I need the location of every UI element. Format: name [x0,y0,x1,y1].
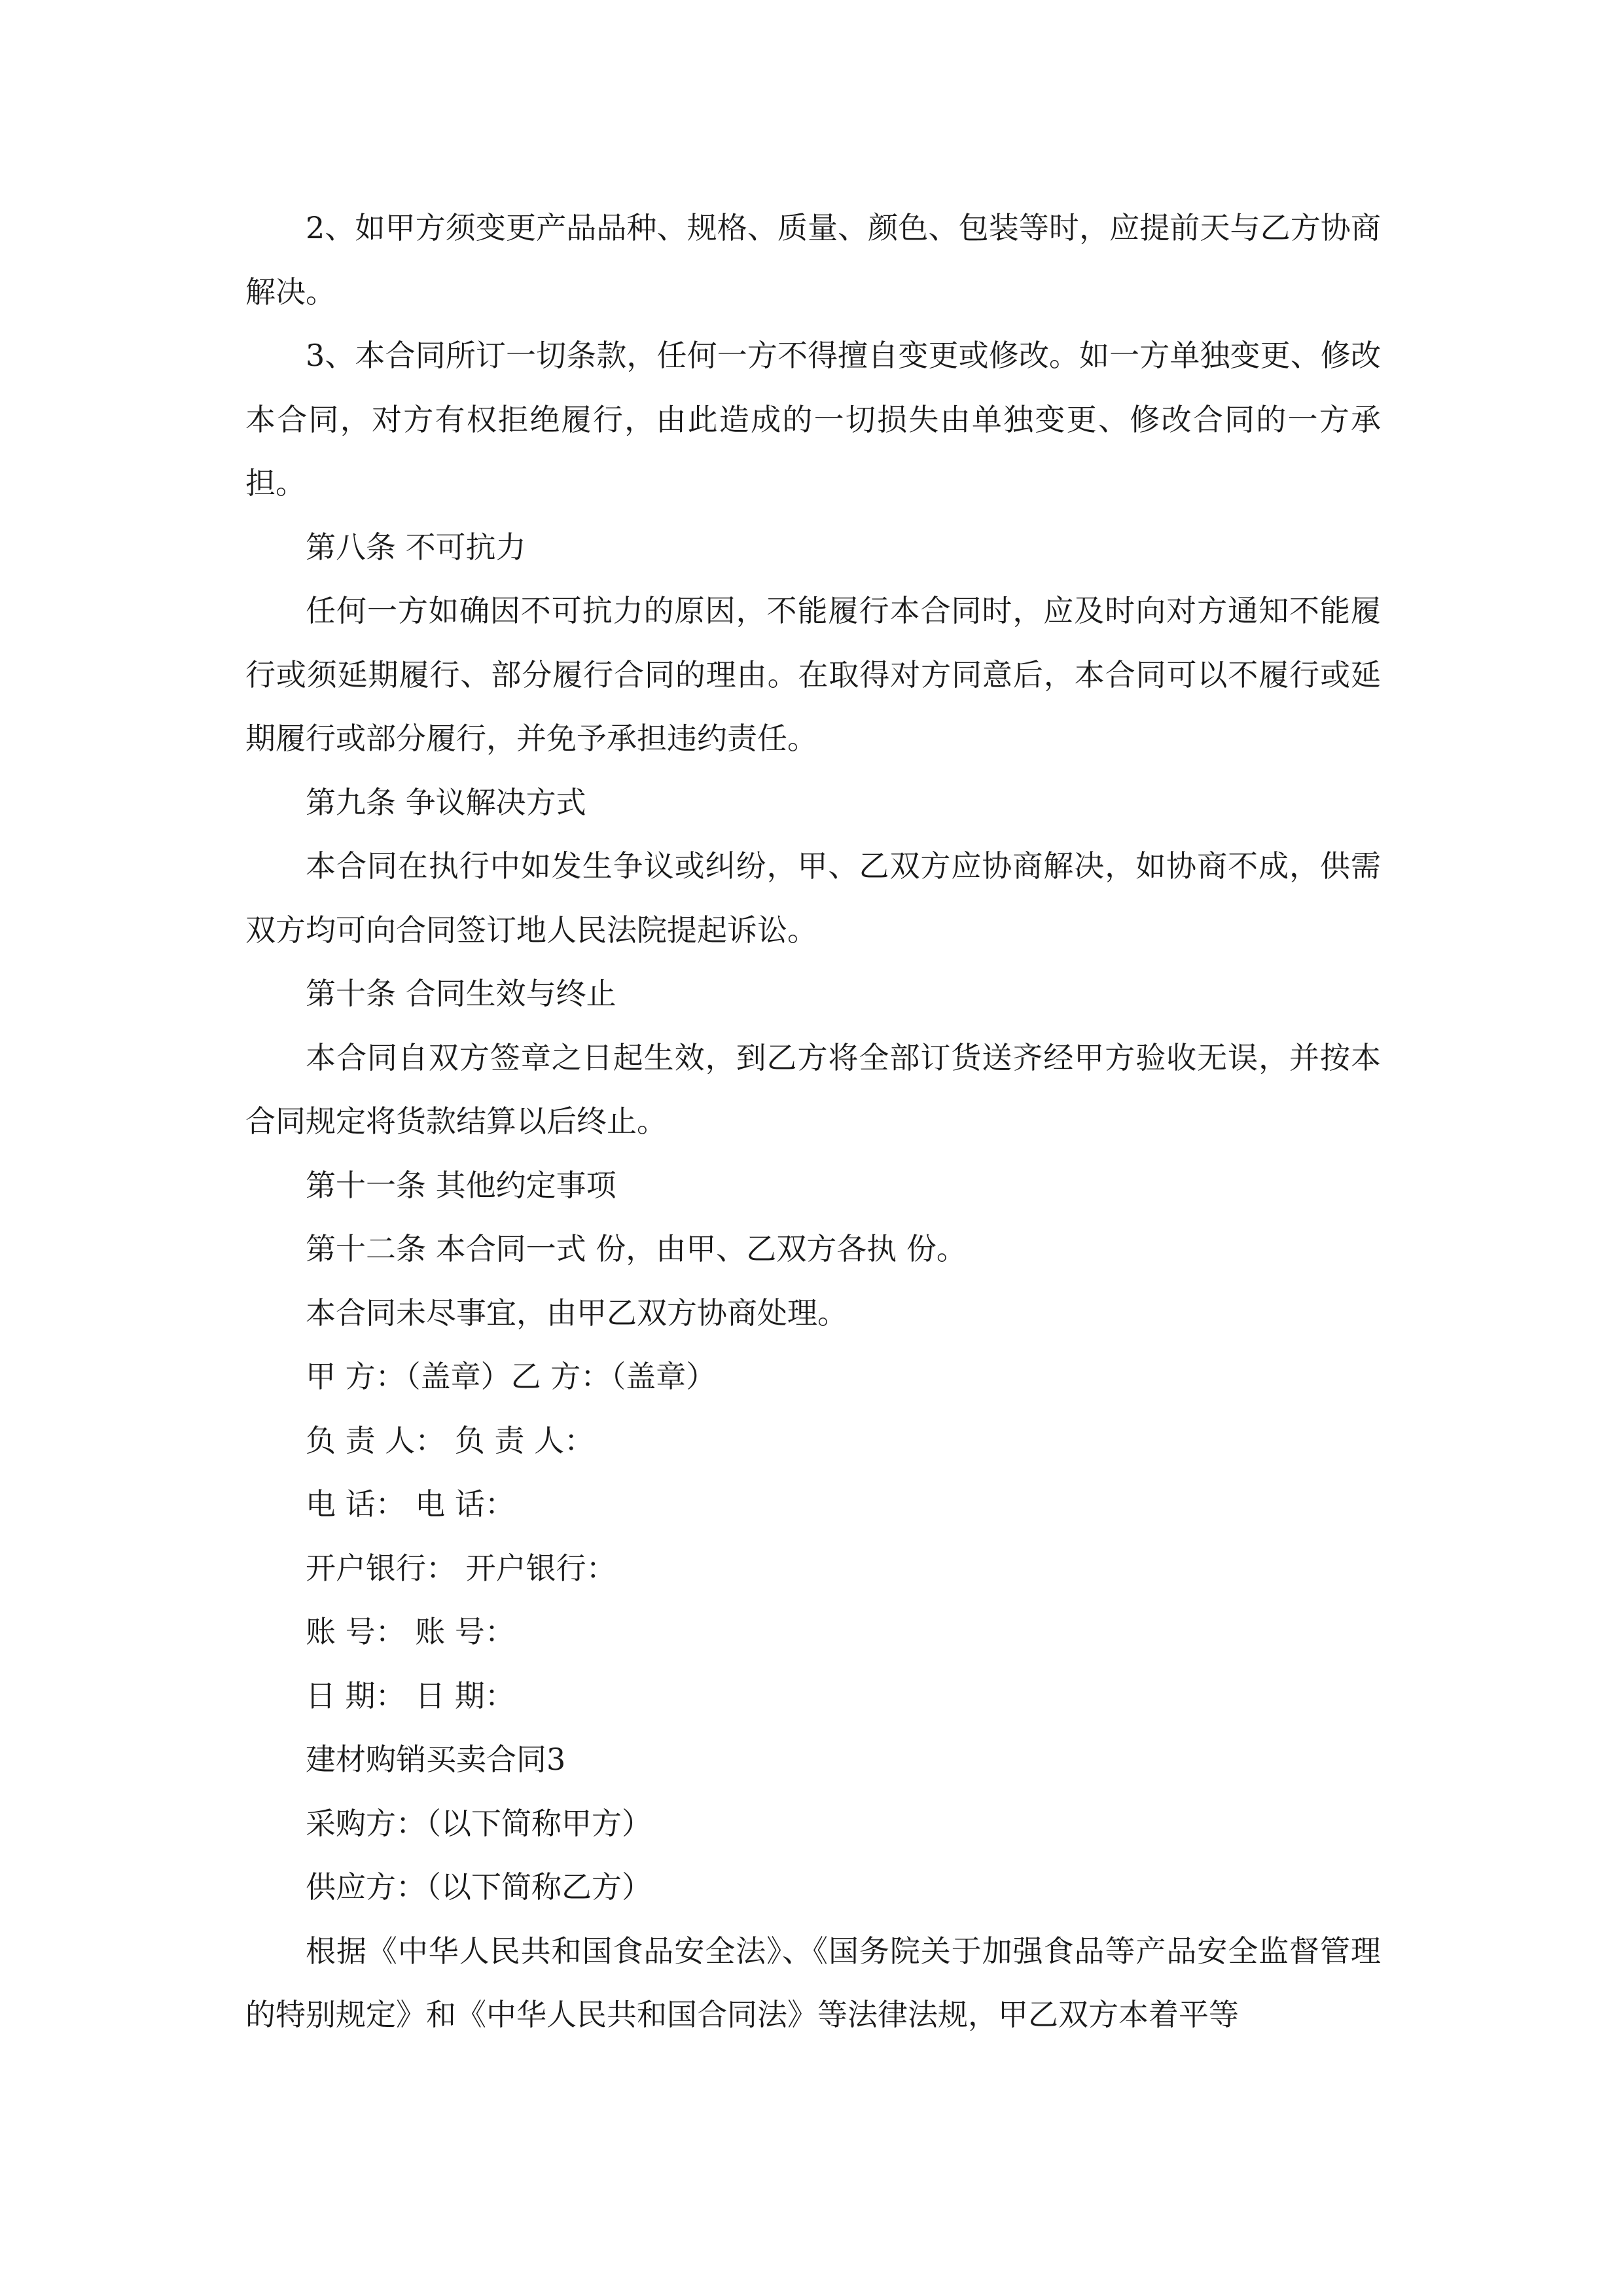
unaddressed-matters-line: 本合同未尽事宜，由甲乙双方协商处理。 [306,1295,847,1331]
signature-date-line: 日 期： 日 期： [306,1677,515,1713]
supplier-line: 供应方：（以下简称乙方） [306,1869,652,1905]
contract-3-title: 建材购销买卖合同3 [306,1742,566,1777]
legal-basis-paragraph: 根据《中华人民共和国食品安全法》、《国务院关于加强食品等产品安全监督管理的特别规定》和《中华人民共和国合同法》等法律法规，甲乙双方本着平等 [245,1933,1381,2032]
article-11-heading: 第十一条 其他约定事项 [306,1167,616,1203]
signature-account-line: 账 号： 账 号： [306,1614,515,1649]
clause-change-product: 2、如甲方须变更产品品种、规格、质量、颜色、包装等时，应提前天与乙方协商解决。 [245,210,1381,310]
article-8-body: 任何一方如确因不可抗力的原因，不能履行本合同时，应及时向对方通知不能履行或须延期履行、部分履行合同的理由。在取得对方同意后，本合同可以不履行或延期履行或部分履行，并免予承担违约责任。 [245,593,1381,756]
article-12-line: 第十二条 本合同一式 份，由甲、乙双方各执 份。 [306,1231,967,1266]
article-9-body: 本合同在执行中如发生争议或纠纷，甲、乙双方应协商解决，如协商不成，供需双方均可向合同签订地人民法院提起诉讼。 [245,848,1381,948]
document-body [245,196,1381,2047]
article-8-heading: 第八条 不可抗力 [306,529,526,565]
clause-no-unilateral-change: 3、本合同所订一切条款，任何一方不得擅自变更或修改。如一方单独变更、修改本合同，对方有权拒绝履行，由此造成的一切损失由单独变更、修改合同的一方承担。 [245,338,1381,501]
signature-person-line: 负 责 人： 负 责 人： [306,1422,595,1458]
article-10-body: 本合同自双方签章之日起生效，到乙方将全部订货送齐经甲方验收无误，并按本合同规定将货款结算以后终止。 [245,1039,1381,1139]
signature-bank-line: 开户银行： 开户银行： [306,1550,616,1586]
purchaser-line: 采购方：（以下简称甲方） [306,1805,652,1841]
signature-party-line: 甲 方：（盖章）乙 方：（盖章） [306,1359,717,1394]
signature-phone-line: 电 话： 电 话： [306,1486,515,1522]
article-9-heading: 第九条 争议解决方式 [306,784,586,820]
article-10-heading: 第十条 合同生效与终止 [306,976,616,1011]
